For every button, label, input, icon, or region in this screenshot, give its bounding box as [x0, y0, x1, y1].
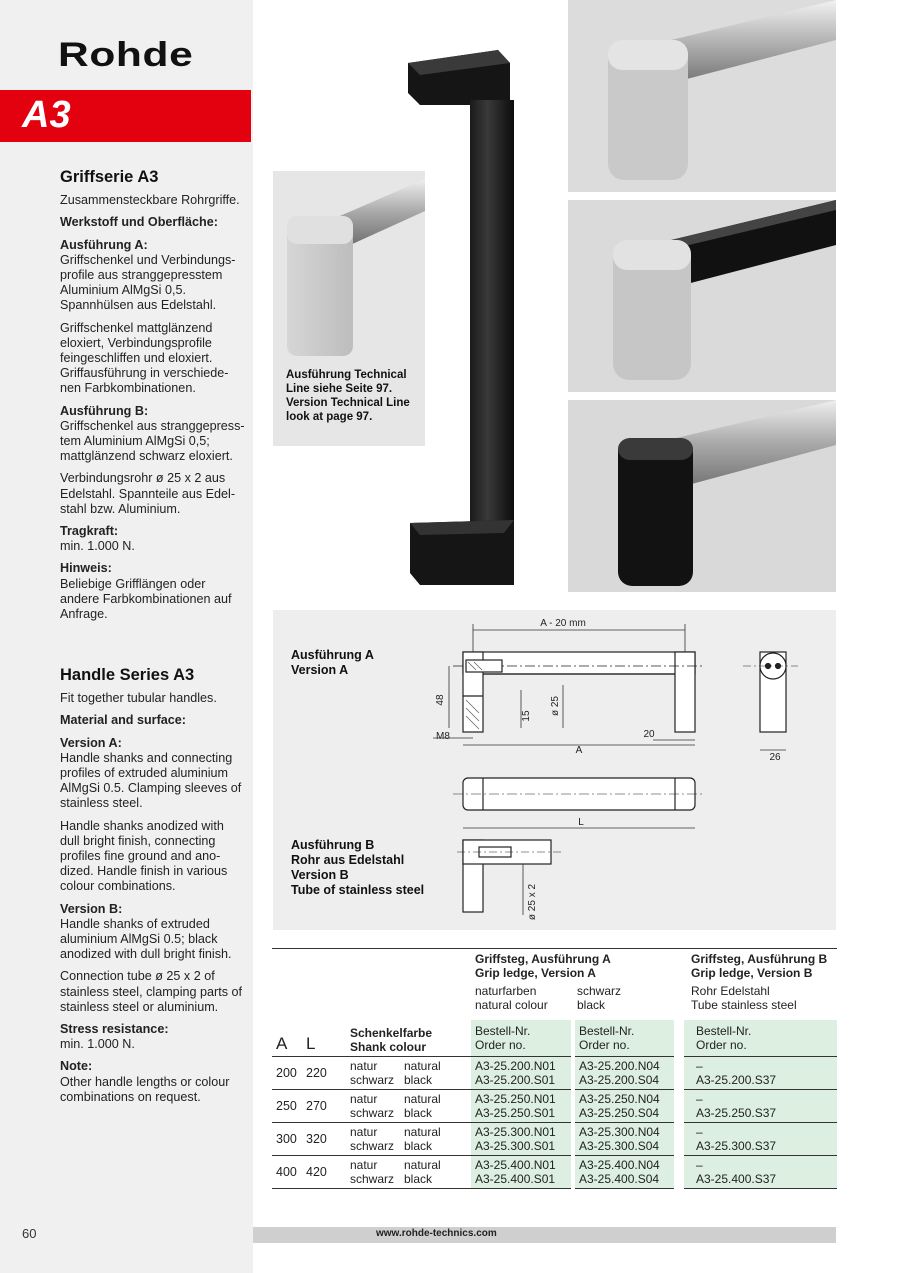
table-row — [272, 1090, 837, 1123]
de-version-a-heading: Ausführung A: — [60, 237, 148, 252]
cell-a: 400 — [276, 1165, 297, 1179]
cell-n4: A3-25.200.N04 — [579, 1059, 660, 1073]
cell-s4: A3-25.400.S04 — [579, 1172, 660, 1186]
label-b-4: Tube of stainless steel — [291, 883, 425, 897]
label-b-3: Version B — [291, 868, 349, 882]
cell-c1de: natur — [350, 1125, 378, 1139]
header-l: L — [306, 1034, 316, 1053]
cell-c2de: schwarz — [350, 1172, 395, 1186]
natur-en: natural colour — [475, 998, 548, 1012]
dim-d25: ø 25 — [550, 695, 561, 717]
german-description — [60, 170, 245, 629]
cell-c1en: natural — [404, 1059, 441, 1073]
cell-n4: A3-25.300.N04 — [579, 1125, 660, 1139]
cell-n1: A3-25.200.N01 — [475, 1059, 556, 1073]
group-a-line2: Grip ledge, Version A — [475, 966, 596, 980]
natur-de: naturfarben — [475, 984, 537, 998]
en-finish-text: Handle shanks anodized with dull bright finish, connecting profiles fine ground and ano-dized. Handle finish in various colour combinations. — [60, 818, 228, 894]
cell-dash: – — [696, 1125, 703, 1139]
technical-drawing — [273, 610, 836, 930]
schwarz-en: black — [577, 998, 606, 1012]
de-load-heading: Tragkraft: — [60, 524, 119, 539]
cell-n1: A3-25.400.N01 — [475, 1158, 556, 1172]
series-tag: A3 — [22, 94, 71, 136]
order-de-t: Bestell-Nr. — [696, 1024, 752, 1038]
cell-c1en: natural — [404, 1125, 441, 1139]
group-a-line1: Griffsteg, Ausführung A — [475, 952, 611, 966]
de-intro: Zusammensteckbare Rohrgriffe. — [60, 193, 240, 208]
dim-top: A - 20 mm — [540, 618, 586, 629]
cell-l: 270 — [306, 1099, 327, 1113]
de-version-b-text: Griffschenkel aus stranggepress-tem Aluminium AlMgSi 0,5; mattglänzend schwarz eloxiert. — [60, 418, 245, 464]
de-note-text: Beliebige Grifflängen oder andere Farbkombinationen auf Anfrage. — [60, 576, 232, 622]
caption-line-4: look at page 97. — [286, 411, 373, 423]
group-b-line2: Grip ledge, Version B — [691, 966, 813, 980]
label-a-en: Version A — [291, 663, 349, 677]
cell-c1de: natur — [350, 1158, 378, 1172]
dim-m8: M8 — [436, 731, 450, 742]
cell-s37: A3-25.200.S37 — [696, 1073, 777, 1087]
cell-dash: – — [696, 1059, 703, 1073]
dim-48: 48 — [435, 694, 446, 706]
caption-line-2: Line siehe Seite 97. — [286, 383, 393, 395]
cell-l: 320 — [306, 1132, 327, 1146]
en-version-b-heading: Version B: — [60, 901, 123, 916]
en-version-b-text: Handle shanks of extruded aluminium AlMgSi 0.5; black anodized with dull bright finish. — [60, 916, 232, 962]
cell-c2en: black — [404, 1073, 433, 1087]
cell-dash: – — [696, 1158, 703, 1172]
en-material-heading: Material and surface: — [60, 713, 186, 728]
footer-bar — [253, 1227, 836, 1243]
shank-en: Shank colour — [350, 1040, 427, 1054]
order-en-t: Order no. — [696, 1038, 747, 1052]
cell-s1: A3-25.250.S01 — [475, 1106, 556, 1120]
cell-c1en: natural — [404, 1092, 441, 1106]
shank-de: Schenkelfarbe — [350, 1026, 433, 1040]
cell-a: 250 — [276, 1099, 297, 1113]
dim-a: A — [575, 745, 583, 756]
cell-n4: A3-25.400.N04 — [579, 1158, 660, 1172]
de-material-heading: Werkstoff und Oberfläche: — [60, 215, 218, 230]
page-number: 60 — [22, 1226, 37, 1241]
table-row — [272, 1156, 837, 1189]
brand-logo: Rohde — [58, 36, 194, 74]
cell-c1de: natur — [350, 1059, 378, 1073]
cell-l: 220 — [306, 1066, 327, 1080]
cell-s1: A3-25.200.S01 — [475, 1073, 556, 1087]
photo-natural-handle — [568, 0, 836, 192]
tube-de: Rohr Edelstahl — [691, 984, 770, 998]
photo-natural-black-handle — [568, 200, 836, 392]
cell-c2de: schwarz — [350, 1073, 395, 1087]
order-en-s: Order no. — [579, 1038, 630, 1052]
photo-black-steel-handle — [568, 400, 836, 592]
cell-n4: A3-25.250.N04 — [579, 1092, 660, 1106]
cell-c2en: black — [404, 1172, 433, 1186]
en-load-value: min. 1.000 N. — [60, 1037, 135, 1052]
cell-s1: A3-25.300.S01 — [475, 1139, 556, 1153]
cell-s1: A3-25.400.S01 — [475, 1172, 556, 1186]
cell-s4: A3-25.300.S04 — [579, 1139, 660, 1153]
cell-s4: A3-25.250.S04 — [579, 1106, 660, 1120]
cell-c1de: natur — [350, 1092, 378, 1106]
dim-15: 15 — [521, 710, 532, 722]
de-tube-text: Verbindungsrohr ø 25 x 2 aus Edelstahl. Spannteile aus Edel-stahl bzw. Aluminium. — [60, 471, 236, 516]
dim-tube: ø 25 x 2 — [527, 883, 538, 921]
en-note-heading: Note: — [60, 1059, 93, 1074]
schwarz-de: schwarz — [577, 984, 622, 998]
dim-20: 20 — [643, 729, 655, 740]
order-de-s: Bestell-Nr. — [579, 1024, 635, 1038]
cell-c2de: schwarz — [350, 1106, 395, 1120]
header-a: A — [276, 1034, 288, 1053]
cell-s37: A3-25.250.S37 — [696, 1106, 777, 1120]
dim-l: L — [578, 817, 584, 828]
order-en-n: Order no. — [475, 1038, 526, 1052]
label-b-1: Ausführung B — [291, 838, 375, 852]
cell-s37: A3-25.300.S37 — [696, 1139, 777, 1153]
cell-s4: A3-25.200.S04 — [579, 1073, 660, 1087]
website-url: www.rohde-technics.com — [376, 1228, 497, 1239]
cell-a: 300 — [276, 1132, 297, 1146]
cell-c2de: schwarz — [350, 1139, 395, 1153]
de-load-value: min. 1.000 N. — [60, 539, 135, 554]
cell-dash: – — [696, 1092, 703, 1106]
de-version-a-text: Griffschenkel und Verbindungs-profile aus stranggepresstem Aluminium AlMgSi 0,5. Spannhülsen aus Edelstahl. — [60, 252, 236, 313]
order-de-n: Bestell-Nr. — [475, 1024, 531, 1038]
cell-l: 420 — [306, 1165, 327, 1179]
label-a-de: Ausführung A — [291, 648, 374, 662]
de-note-heading: Hinweis: — [60, 561, 112, 576]
english-description — [60, 668, 245, 1112]
de-version-b-heading: Ausführung B: — [60, 403, 149, 418]
tube-en: Tube stainless steel — [691, 998, 797, 1012]
en-tube-text: Connection tube ø 25 x 2 of stainless steel, clamping parts of stainless steel or aluminium. — [60, 969, 242, 1014]
table-row — [272, 1057, 837, 1090]
label-b-2: Rohr aus Edelstahl — [291, 853, 405, 867]
en-intro: Fit together tubular handles. — [60, 691, 217, 706]
en-version-a-text: Handle shanks and connecting profiles of extruded aluminium AlMgSi 0.5. Clamping sleeves of stainless steel. — [60, 750, 242, 811]
cell-s37: A3-25.400.S37 — [696, 1172, 777, 1186]
de-title: Griffserie A3 — [60, 168, 159, 186]
cell-n1: A3-25.300.N01 — [475, 1125, 556, 1139]
de-finish-text: Griffschenkel mattglänzend eloxiert, Verbindungsprofile feingeschliffen und eloxiert. Griffausführung in verschiede-nen Farbkombinationen. — [60, 320, 229, 396]
caption-line-3: Version Technical Line — [286, 397, 410, 409]
en-title: Handle Series A3 — [60, 666, 195, 684]
en-version-a-heading: Version A: — [60, 735, 122, 750]
cell-c1en: natural — [404, 1158, 441, 1172]
order-table — [272, 948, 837, 1189]
cell-c2en: black — [404, 1106, 433, 1120]
en-note-text: Other handle lengths or colour combinations on request. — [60, 1074, 230, 1104]
series-banner — [0, 90, 251, 142]
cell-n1: A3-25.250.N01 — [475, 1092, 556, 1106]
cell-c2en: black — [404, 1139, 433, 1153]
dim-26: 26 — [769, 752, 781, 763]
group-b-line1: Griffsteg, Ausführung B — [691, 952, 828, 966]
en-load-heading: Stress resistance: — [60, 1022, 169, 1037]
caption-line-1: Ausführung Technical — [286, 369, 407, 381]
photo-black-handle — [400, 45, 525, 595]
cell-a: 200 — [276, 1066, 297, 1080]
table-row — [272, 1123, 837, 1156]
